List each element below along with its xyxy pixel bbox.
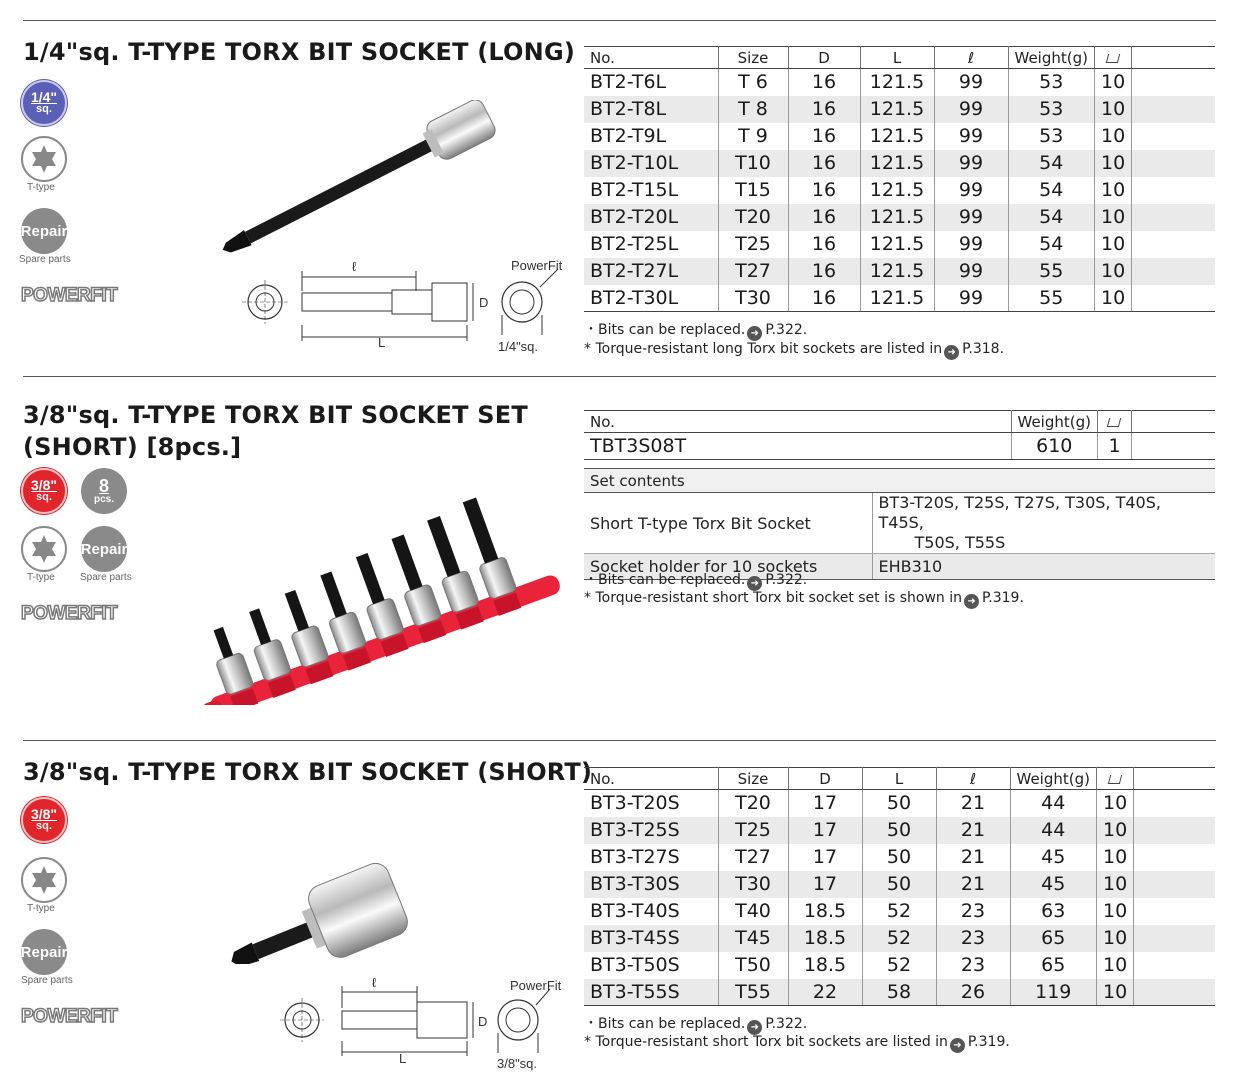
diagram-powerfit-label: PowerFit <box>510 978 562 993</box>
cell-qty: 10 <box>1096 817 1133 844</box>
cell-no: BT2-T15L <box>584 177 718 204</box>
col-d: D <box>788 768 862 790</box>
cell-size: T 6 <box>718 69 788 96</box>
table-row <box>584 258 1215 285</box>
cell-l: 99 <box>934 69 1008 96</box>
cell-l: 21 <box>936 790 1010 817</box>
cell-weight: 45 <box>1010 844 1096 871</box>
cell-weight: 53 <box>1008 96 1094 123</box>
cell-l: 23 <box>936 925 1010 952</box>
col-l: ℓ <box>936 768 1010 790</box>
torx-bit <box>249 608 271 645</box>
cell-size: T30 <box>718 285 788 312</box>
cell-size: T25 <box>718 817 788 844</box>
cell-qty: 10 <box>1096 979 1133 1006</box>
cell-L: 121.5 <box>860 96 934 123</box>
cell-d: 17 <box>788 871 862 898</box>
section-divider <box>23 20 1216 21</box>
page-ref-link[interactable]: P.322. <box>765 322 808 338</box>
col-size: Size <box>718 768 788 790</box>
pieces-badge: 8 pcs. <box>81 468 127 514</box>
col-l: ℓ <box>934 47 1008 69</box>
cell-L: 121.5 <box>860 123 934 150</box>
torx-type-icon <box>21 136 67 182</box>
cell-d: 16 <box>788 204 860 231</box>
page-arrow-icon: ➜ <box>747 1020 762 1035</box>
section-title: 3/8"sq. T-TYPE TORX BIT SOCKET (SHORT) <box>23 758 593 786</box>
cell-size: T10 <box>718 150 788 177</box>
cell-weight: 63 <box>1010 898 1096 925</box>
table-row <box>584 790 1215 817</box>
cell-qty: 10 <box>1096 790 1133 817</box>
note-replace: ・Bits can be replaced. ➜ P.322. <box>584 322 808 339</box>
cell-L: 52 <box>862 925 936 952</box>
cell-size: T50 <box>718 952 788 979</box>
cell-d: 16 <box>788 96 860 123</box>
cell-qty: 10 <box>1094 204 1131 231</box>
cell-qty: 10 <box>1094 231 1131 258</box>
cell-L: 50 <box>862 817 936 844</box>
page-ref-link[interactable]: P.322. <box>765 1016 808 1032</box>
socket-set-photo <box>165 495 565 705</box>
table-header-row <box>584 768 1215 790</box>
table-row <box>584 231 1215 258</box>
set-contents-header <box>584 469 1215 493</box>
cell-size: T55 <box>718 979 788 1006</box>
cell-qty: 10 <box>1096 925 1133 952</box>
cell-L: 52 <box>862 952 936 979</box>
cell-L: 121.5 <box>860 285 934 312</box>
cell-weight: 55 <box>1008 258 1094 285</box>
repair-caption: Spare parts <box>21 975 73 986</box>
cell-size: T45 <box>718 925 788 952</box>
col-L: L <box>862 768 936 790</box>
repair-caption: Spare parts <box>80 572 132 583</box>
cell-weight: 45 <box>1010 871 1096 898</box>
col-qty <box>1097 411 1131 433</box>
cell-l: 21 <box>936 871 1010 898</box>
cell-no: BT2-T8L <box>584 96 718 123</box>
cell-no: BT3-T45S <box>584 925 718 952</box>
cell-qty: 10 <box>1096 898 1133 925</box>
spec-table <box>584 46 1215 312</box>
table-row <box>584 285 1215 312</box>
cell-L: 50 <box>862 844 936 871</box>
note-torque: * Torque-resistant long Torx bit sockets are listed in ➜ P.318. <box>584 341 1005 358</box>
table-row <box>584 123 1215 150</box>
box-quantity-icon <box>1108 775 1122 784</box>
diagram-drive-label: 3/8"sq. <box>497 1056 538 1071</box>
box-quantity-icon <box>1107 418 1121 427</box>
cell-no: BT2-T30L <box>584 285 718 312</box>
cell-L: 50 <box>862 871 936 898</box>
cell-qty: 10 <box>1096 871 1133 898</box>
table-row <box>584 69 1215 96</box>
col-qty <box>1094 47 1131 69</box>
table-row <box>584 979 1215 1006</box>
cell-size: T30 <box>718 871 788 898</box>
torx-bit <box>320 571 346 617</box>
cell-d: 16 <box>788 123 860 150</box>
cell-L: 121.5 <box>860 177 934 204</box>
diagram-L-label: L <box>378 335 386 350</box>
repair-caption: Spare parts <box>19 254 71 265</box>
note-replace: ・Bits can be replaced. ➜ P.322. <box>584 1016 808 1033</box>
cell-l: 99 <box>934 96 1008 123</box>
diagram-L-label: L <box>399 1051 407 1066</box>
col-weight: Weight(g) <box>1011 411 1097 433</box>
col-no: No. <box>584 411 1011 433</box>
note-torque: * Torque-resistant short Torx bit sockets are listed in ➜ P.319. <box>584 1034 1010 1051</box>
cell-d: 18.5 <box>788 925 862 952</box>
cell-weight: 65 <box>1010 952 1096 979</box>
col-size: Size <box>718 47 788 69</box>
set-contents-table <box>584 468 1215 580</box>
cell-qty: 10 <box>1094 285 1131 312</box>
cell-weight: 610 <box>1011 433 1097 460</box>
cell-l: 21 <box>936 817 1010 844</box>
cell-weight: 119 <box>1010 979 1096 1006</box>
cell-size: T40 <box>718 898 788 925</box>
table-row <box>584 177 1215 204</box>
cell-size: T20 <box>718 204 788 231</box>
cell-d: 16 <box>788 150 860 177</box>
cell-l: 99 <box>934 123 1008 150</box>
cell-l: 99 <box>934 285 1008 312</box>
cell-l: 21 <box>936 844 1010 871</box>
section-divider <box>23 740 1216 741</box>
cell-weight: 65 <box>1010 925 1096 952</box>
table-row <box>584 952 1215 979</box>
page-arrow-icon: ➜ <box>950 1038 965 1053</box>
cell-weight: 44 <box>1010 790 1096 817</box>
long-socket-photo <box>145 100 520 280</box>
cell-d: 18.5 <box>788 952 862 979</box>
page-arrow-icon: ➜ <box>747 326 762 341</box>
col-blank <box>1134 768 1215 790</box>
cell-no: BT3-T20S <box>584 790 718 817</box>
cell-L: 121.5 <box>860 204 934 231</box>
cell-weight: 44 <box>1010 817 1096 844</box>
diagram-l-label: ℓ <box>352 259 357 274</box>
section-title: 1/4"sq. T-TYPE TORX BIT SOCKET (LONG) <box>23 38 576 66</box>
cell-d: 17 <box>788 817 862 844</box>
diagram-powerfit-label: PowerFit <box>511 258 563 273</box>
col-no: No. <box>584 47 718 69</box>
content-value: BT3-T20S, T25S, T27S, T30S, T40S, T45S, T50S, T55S <box>872 493 1215 554</box>
list-item <box>584 493 1215 554</box>
page-ref-link[interactable]: P.322. <box>765 572 808 588</box>
repair-badge: Repair <box>81 526 127 572</box>
page-arrow-icon: ➜ <box>964 594 979 609</box>
col-L: L <box>860 47 934 69</box>
table-row <box>584 433 1215 460</box>
cell-d: 16 <box>788 231 860 258</box>
cell-weight: 54 <box>1008 231 1094 258</box>
cell-l: 99 <box>934 150 1008 177</box>
cell-qty: 10 <box>1094 96 1131 123</box>
torx-bit <box>392 535 423 591</box>
cell-L: 121.5 <box>860 69 934 96</box>
col-blank <box>1131 411 1215 433</box>
cell-no: BT2-T27L <box>584 258 718 285</box>
table-row <box>584 898 1215 925</box>
cell-size: T20 <box>718 790 788 817</box>
cell-size: T 8 <box>718 96 788 123</box>
cell-qty: 10 <box>1094 150 1131 177</box>
cell-l: 23 <box>936 952 1010 979</box>
spec-table <box>584 767 1215 1006</box>
cell-no: BT2-T10L <box>584 150 718 177</box>
col-weight: Weight(g) <box>1010 768 1096 790</box>
drive-size-badge: 3/8" sq. <box>21 468 67 514</box>
cell-l: 99 <box>934 204 1008 231</box>
torx-bit <box>427 516 460 577</box>
cell-no: BT3-T40S <box>584 898 718 925</box>
cell-qty: 10 <box>1094 177 1131 204</box>
cell-size: T27 <box>718 844 788 871</box>
cell-weight: 54 <box>1008 204 1094 231</box>
cell-size: T 9 <box>718 123 788 150</box>
box-quantity-icon <box>1106 54 1120 63</box>
col-d: D <box>788 47 860 69</box>
table-row <box>584 204 1215 231</box>
cell-no: BT2-T25L <box>584 231 718 258</box>
cell-no: BT2-T20L <box>584 204 718 231</box>
cell-weight: 54 <box>1008 150 1094 177</box>
cell-d: 18.5 <box>788 898 862 925</box>
cell-d: 17 <box>788 790 862 817</box>
cell-no: TBT3S08T <box>584 433 1011 460</box>
drive-size-badge: 3/8" sq. <box>21 797 67 843</box>
diagram-drive-label: 1/4"sq. <box>498 339 539 354</box>
cell-qty: 10 <box>1094 258 1131 285</box>
drive-size-badge: 1/4" sq. <box>21 80 67 126</box>
table-row <box>584 817 1215 844</box>
type-caption: T-type <box>27 572 55 583</box>
cell-L: 50 <box>862 790 936 817</box>
torx-bit <box>356 553 385 604</box>
powerfit-logo: POWERFIT <box>21 603 118 624</box>
cell-l: 99 <box>934 258 1008 285</box>
note-replace: ・Bits can be replaced. ➜ P.322. <box>584 572 808 589</box>
page-arrow-icon: ➜ <box>944 345 959 360</box>
cell-size: T25 <box>718 231 788 258</box>
table-row <box>584 871 1215 898</box>
cell-weight: 53 <box>1008 69 1094 96</box>
cell-l: 23 <box>936 898 1010 925</box>
page-ref-link[interactable]: P.319. <box>967 1034 1010 1050</box>
cell-d: 16 <box>788 258 860 285</box>
torx-type-icon <box>21 526 67 572</box>
page-arrow-icon: ➜ <box>747 576 762 591</box>
cell-qty: 10 <box>1094 69 1131 96</box>
torx-bit <box>463 498 499 564</box>
cell-qty: 10 <box>1096 844 1133 871</box>
cell-no: BT3-T30S <box>584 871 718 898</box>
page-ref-link[interactable]: P.319. <box>982 590 1024 606</box>
col-no: No. <box>584 768 718 790</box>
cell-weight: 54 <box>1008 177 1094 204</box>
section-divider <box>23 376 1216 377</box>
cell-d: 16 <box>788 177 860 204</box>
cell-size: T27 <box>718 258 788 285</box>
col-qty <box>1096 768 1133 790</box>
type-caption: T-type <box>27 182 55 193</box>
diagram-l-label: ℓ <box>372 975 377 990</box>
cell-weight: 53 <box>1008 123 1094 150</box>
table-row <box>584 844 1215 871</box>
cell-no: BT2-T6L <box>584 69 718 96</box>
diagram-D-label: D <box>479 295 489 310</box>
cell-qty: 1 <box>1097 433 1131 460</box>
table-row <box>584 96 1215 123</box>
torx-bit <box>214 627 234 659</box>
note-torque: * Torque-resistant short Torx bit socket set is shown in ➜ P.319. <box>584 590 1024 607</box>
cell-qty: 10 <box>1094 123 1131 150</box>
section-title: 3/8"sq. T-TYPE TORX BIT SOCKET SET <box>23 401 528 429</box>
content-name: Short T-type Torx Bit Socket <box>584 493 872 554</box>
cell-d: 17 <box>788 844 862 871</box>
col-weight: Weight(g) <box>1008 47 1094 69</box>
cell-no: BT2-T9L <box>584 123 718 150</box>
table-row <box>584 150 1215 177</box>
cell-no: BT3-T25S <box>584 817 718 844</box>
cell-L: 58 <box>862 979 936 1006</box>
cell-L: 52 <box>862 898 936 925</box>
cell-weight: 55 <box>1008 285 1094 312</box>
table-header-row <box>584 47 1215 69</box>
cell-l: 99 <box>934 231 1008 258</box>
torx-bit <box>285 590 309 631</box>
short-socket-photo <box>210 852 415 964</box>
repair-badge: Repair <box>21 929 67 975</box>
cell-l: 26 <box>936 979 1010 1006</box>
cell-d: 16 <box>788 285 860 312</box>
powerfit-logo: POWERFIT <box>21 1006 118 1027</box>
col-blank <box>1132 47 1215 69</box>
cell-no: BT3-T55S <box>584 979 718 1006</box>
repair-badge: Repair <box>21 208 67 254</box>
cell-l: 99 <box>934 177 1008 204</box>
cell-d: 16 <box>788 69 860 96</box>
page-ref-link[interactable]: P.318. <box>962 341 1005 357</box>
section-title-line2: (SHORT) [8pcs.] <box>23 433 242 461</box>
set-contents-label: Set contents <box>584 469 1215 493</box>
cell-L: 121.5 <box>860 150 934 177</box>
cell-no: BT3-T50S <box>584 952 718 979</box>
table-row <box>584 925 1215 952</box>
content-name: Socket holder for 10 sockets <box>584 554 872 580</box>
cell-no: BT3-T27S <box>584 844 718 871</box>
cell-qty: 10 <box>1096 952 1133 979</box>
content-value: EHB310 <box>872 554 1215 580</box>
cell-size: T15 <box>718 177 788 204</box>
torx-type-icon <box>21 857 67 903</box>
cell-d: 22 <box>788 979 862 1006</box>
cell-L: 121.5 <box>860 258 934 285</box>
powerfit-logo: POWERFIT <box>21 285 118 306</box>
diagram-D-label: D <box>478 1014 488 1029</box>
set-table <box>584 410 1215 460</box>
type-caption: T-type <box>27 903 55 914</box>
table-header-row <box>584 411 1215 433</box>
cell-L: 121.5 <box>860 231 934 258</box>
